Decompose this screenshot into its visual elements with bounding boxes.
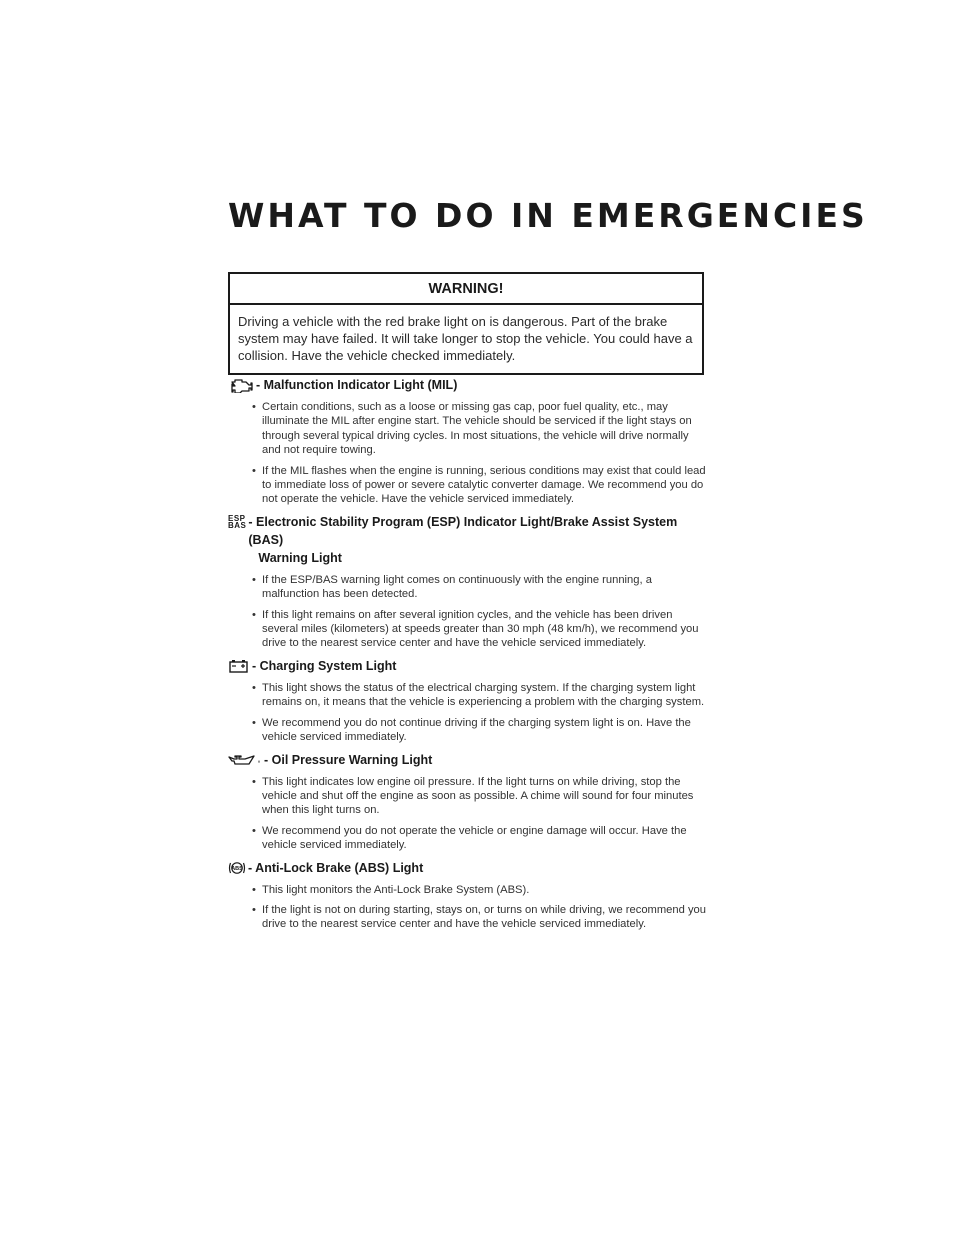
section-charging (228, 657, 708, 745)
list-item: • If the light is not on during starting, stays on, or turns on while driving, we recommend you drive to the nearest service center and have the vehicle serviced immediately. (252, 903, 708, 932)
warning-box (228, 272, 704, 375)
section-heading (228, 376, 708, 394)
abs-icon-text: ABS (231, 865, 243, 872)
section-oil-pressure (228, 751, 708, 853)
warning-heading: WARNING! (230, 274, 702, 305)
section-heading (228, 751, 708, 769)
section-esp-bas (228, 513, 708, 651)
page-title: WHAT TO DO IN EMERGENCIES (228, 196, 868, 235)
bullet-list (228, 400, 708, 507)
indicator-sections (228, 376, 708, 938)
section-title: - Electronic Stability Program (ESP) Indicator Light/Brake Assist System (BAS) (248, 514, 678, 547)
abs-icon (228, 859, 246, 877)
list-item: • This light indicates low engine oil pressure. If the light turns on while driving, stop the vehicle and shut off the engine as soon as possible. A chime will sound for four minutes when this light turns on. (252, 775, 708, 818)
list-item: • If this light remains on after several ignition cycles, and the vehicle has been driven several miles (kilometers) at speeds greater than 30 mph (48 km/h), we recommend you drive to the nearest service center and have the vehicle serviced immediately. (252, 608, 708, 651)
list-item: • Certain conditions, such as a loose or missing gas cap, poor fuel quality, etc., may illuminate the MIL after engine start. The vehicle should be serviced if the light stays on through several typical driving cycles. In most situations, the vehicle will drive normally and not require towing. (252, 400, 708, 458)
section-title: - Charging System Light (252, 658, 397, 673)
section-title-line2: Warning Light (258, 550, 342, 565)
section-abs (228, 859, 708, 932)
section-title: - Oil Pressure Warning Light (264, 752, 433, 767)
list-item: • This light shows the status of the electrical charging system. If the charging system light remains on, it means that the vehicle is experiencing a problem with the charging system. (252, 681, 708, 710)
section-heading (228, 859, 708, 877)
list-item: • We recommend you do not continue driving if the charging system light is on. Have the vehicle serviced immediately. (252, 716, 708, 745)
esp-icon-text-bottom: BAS (228, 521, 247, 531)
bullet-list (228, 883, 708, 932)
oil-can-icon (228, 751, 262, 769)
list-item: • If the ESP/BAS warning light comes on continuously with the engine running, a malfunction has been detected. (252, 573, 708, 602)
section-title: - Anti-Lock Brake (ABS) Light (248, 860, 424, 875)
engine-check-icon (228, 376, 254, 394)
list-item: • We recommend you do not operate the vehicle or engine damage will occur. Have the vehicle serviced immediately. (252, 824, 708, 853)
list-item: • If the MIL flashes when the engine is running, serious conditions may exist that could lead to immediate loss of power or severe catalytic converter damage. We recommend you do not operate the vehicle. Have the vehicle serviced immediately. (252, 464, 708, 507)
battery-icon (228, 657, 250, 675)
section-title: - Malfunction Indicator Light (MIL) (256, 378, 458, 392)
bullet-list (228, 775, 708, 853)
esp-icon-text-top: ESP (228, 513, 246, 523)
esp-bas-icon (228, 513, 246, 530)
list-item: • This light monitors the Anti-Lock Brake System (ABS). (252, 883, 708, 897)
section-heading (228, 513, 708, 567)
bullet-list (228, 573, 708, 651)
bullet-list (228, 681, 708, 745)
section-heading (228, 657, 708, 675)
warning-text: Driving a vehicle with the red brake light on is dangerous. Part of the brake system may have failed. It will take longer to stop the vehicle. You could have a collision. Have the vehicle checked immediately. (238, 314, 693, 363)
section-mil (228, 376, 708, 507)
